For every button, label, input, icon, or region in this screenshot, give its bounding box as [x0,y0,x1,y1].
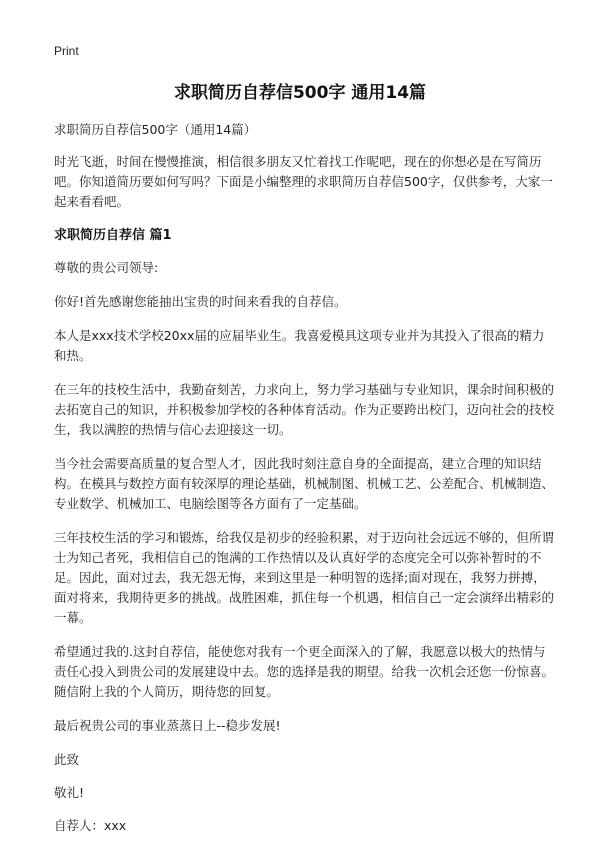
print-label: Print [54,44,79,58]
body-paragraph: 最后祝贵公司的事业蒸蒸日上--稳步发展! [54,718,281,733]
document-subtitle: 求职简历自荐信500字（通用14篇） [54,122,257,137]
body-paragraph: 你好!首先感谢您能抽出宝贵的时间来看我的自荐信。 [54,294,347,309]
signature: 自荐人：xxx [54,818,127,833]
intro-paragraph: 时光飞逝，时间在慢慢推演，相信很多朋友又忙着找工作呢吧，现在的你想必是在写简历吧。你知道简历要如何写吗？下面是小编整理的求职简历自荐信500字，仅供参考，大家一起来看看吧。 [54,154,553,209]
body-paragraph: 在三年的技校生活中，我勤奋刻苦，力求向上，努力学习基础与专业知识，课余时间积极的去拓宽自己的知识，并积极参加学校的各种体育活动。作为正要跨出校门，迈向社会的技校生，我以满腔的热情与信心去迎接这一切。 [54,382,555,437]
body-paragraph: 本人是xxx技术学校20xx届的应届毕业生。我喜爱模具这项专业并为其投入了很高的精力和热。 [54,328,545,363]
section-heading: 求职简历自荐信 篇1 [54,228,172,243]
document-body [54,120,554,849]
closing-line: 此致 [54,752,80,767]
body-paragraph: 希望通过我的.这封自荐信，能使您对我有一个更全面深入的了解，我愿意以极大的热情与责任心投入到贵公司的发展建设中去。您的选择是我的期望。给我一次机会还您一份惊喜。随信附上我的个人简历，期待您的回复。 [54,644,555,699]
salutation: 尊敬的贵公司领导: [54,260,159,275]
body-paragraph: 当今社会需要高质量的复合型人才，因此我时刻注意自身的全面提高，建立合理的知识结构。在模具与数控方面有较深厚的理论基础，机械制图、机械工艺、公差配合、机械制造、专业数学、机械加工、电脑绘图等各方面有了一定基础。 [54,456,555,511]
body-paragraph: 三年技校生活的学习和锻炼，给我仅是初步的经验积累，对于迈向社会远远不够的，但所谓士为知己者死，我相信自己的饱满的工作热情以及认真好学的态度完全可以弥补暂时的不足。因此，面对过去，我无怨无悔，来到这里是一种明智的选择;面对现在，我努力拼搏，面对将来，我期待更多的挑战。战胜困难，抓住每一个机遇，相信自己一定会演绎出精彩的一幕。 [54,530,555,625]
document-title: 求职简历自荐信500字 通用14篇 [173,83,427,103]
closing-greeting: 敬礼! [54,785,85,800]
